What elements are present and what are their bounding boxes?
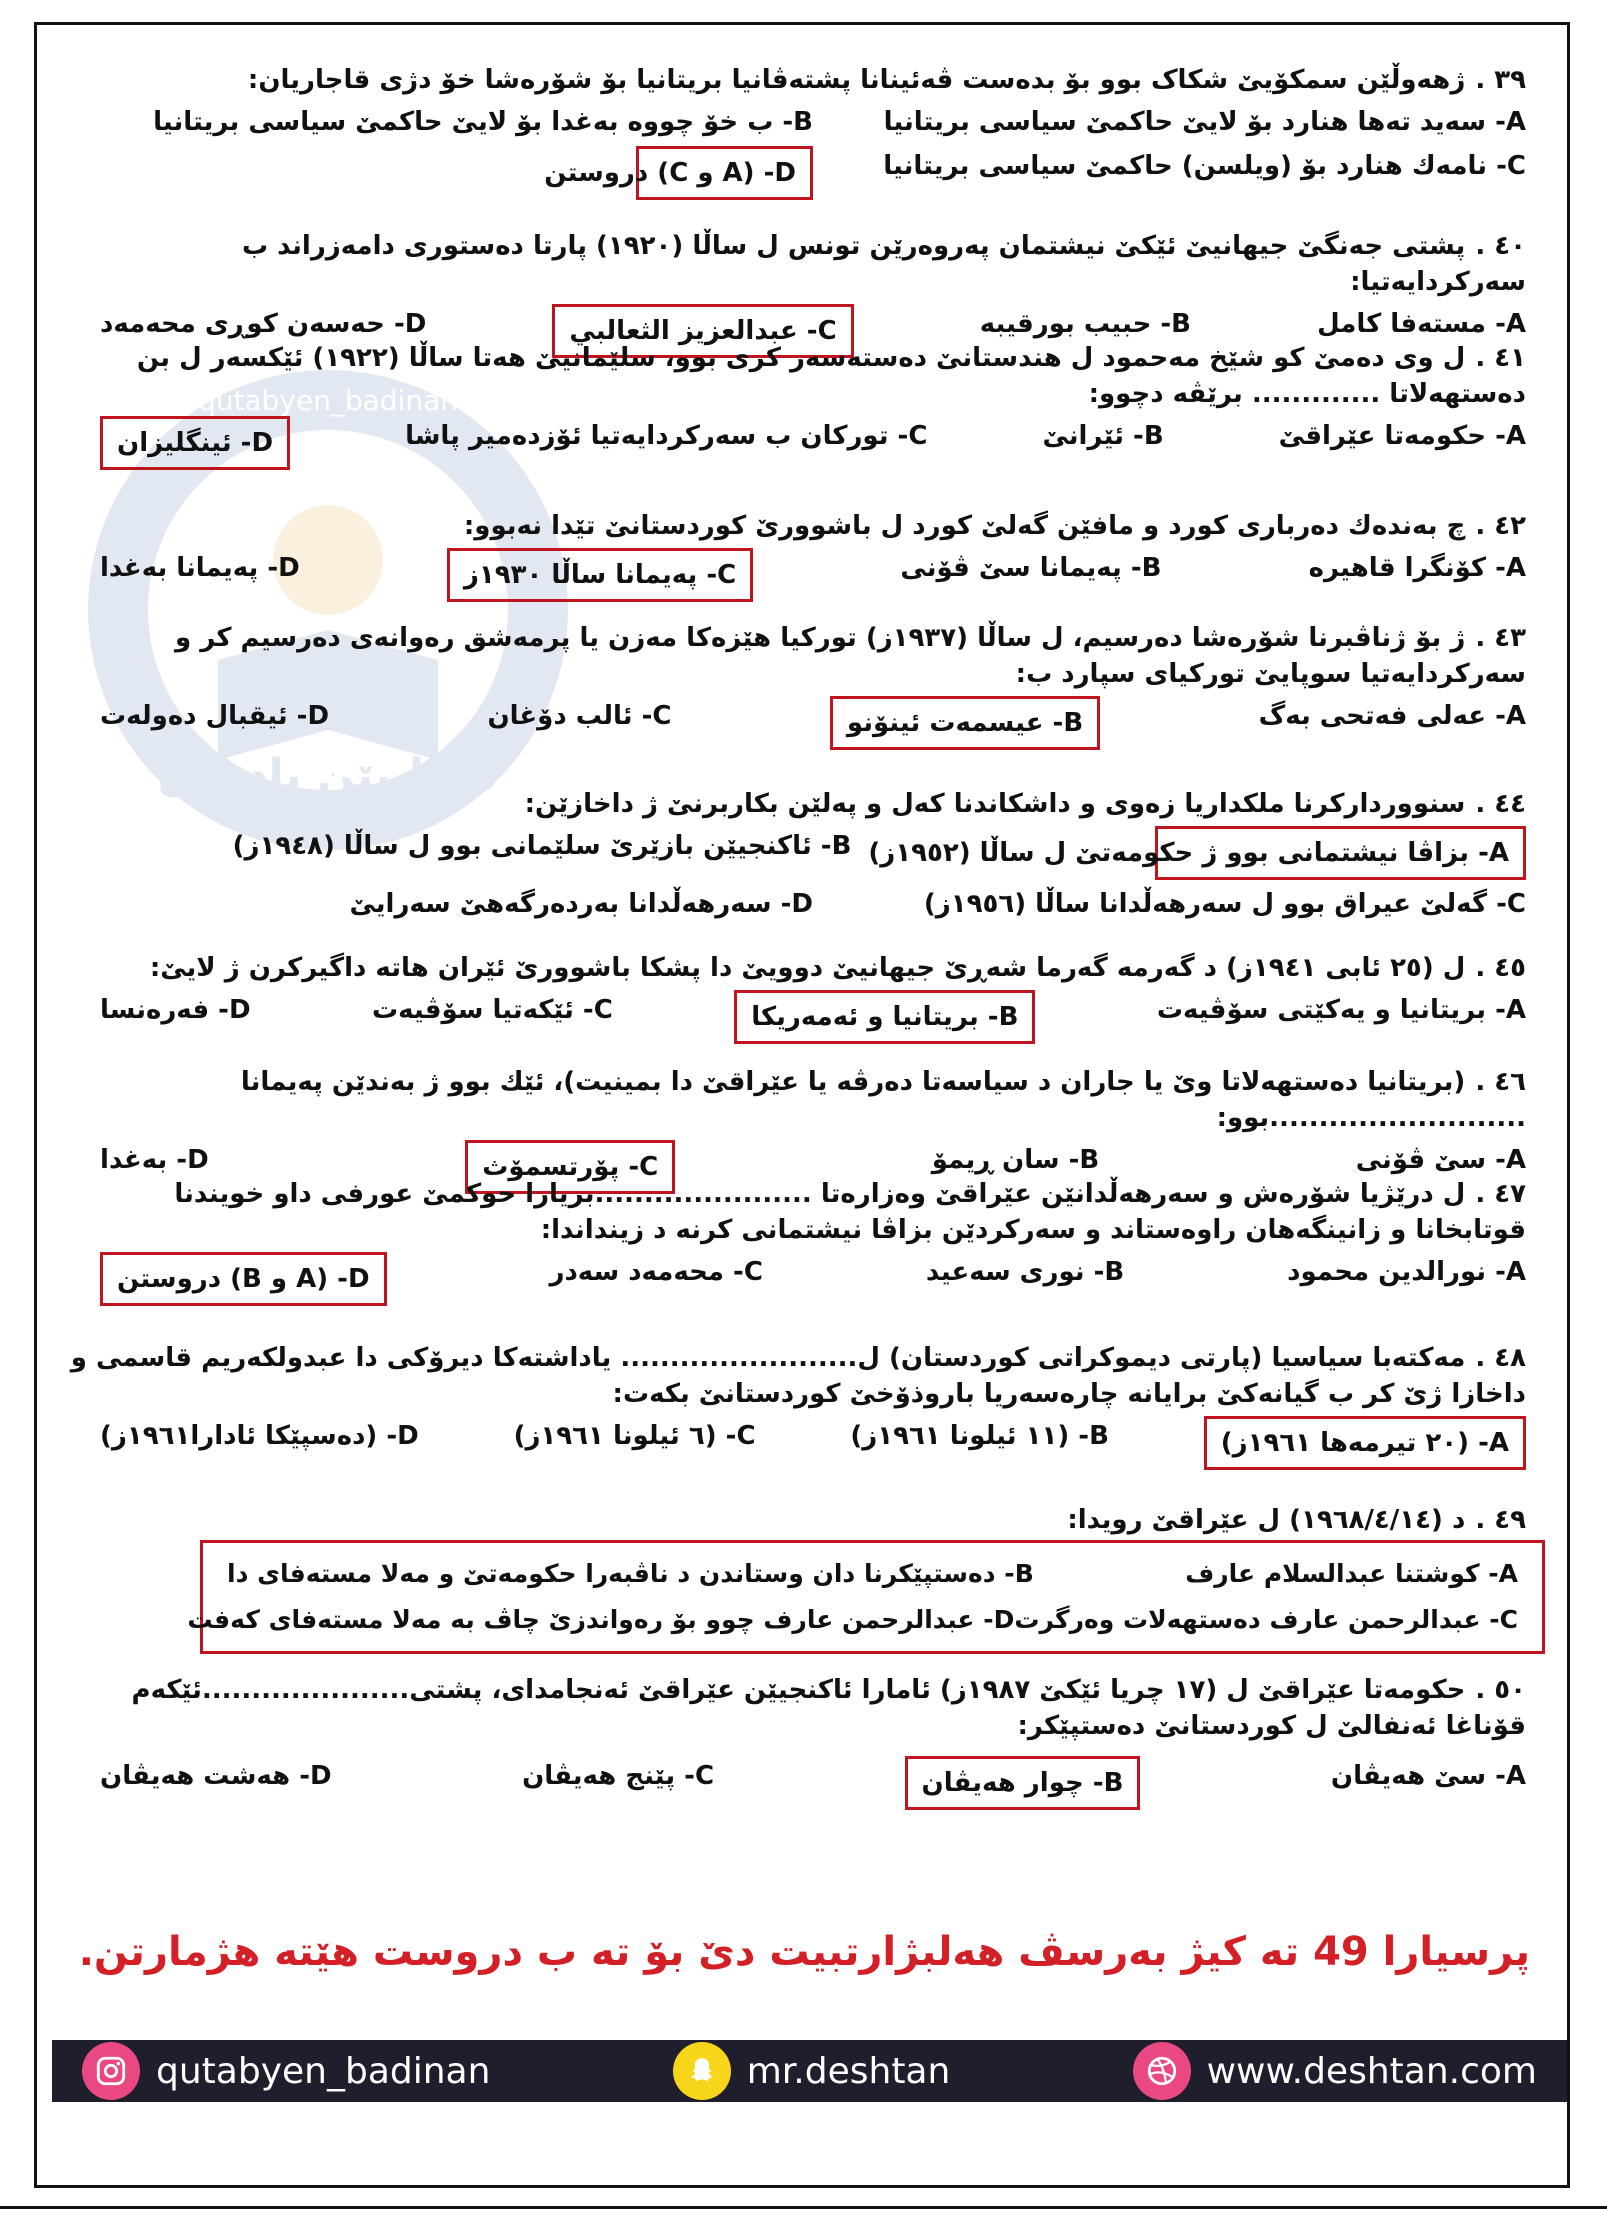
website-url: www.deshtan.com (1206, 2050, 1537, 2092)
question-stem: ل وی دەمێ کو شێخ مەحمود ل هندستانێ دەستەسەر کری بوو، سلێمانیێ هەتا ساڵا (١٩٢٢) ئێکسەر ل بن دەستهەلاتا ............. برێڤە دچوو: (136, 343, 1526, 409)
question-47: ٤٧ .ل درێژیا شۆرەش و سەرهەڵدانێن عێراقێ وەزارەتا ......................بریارا حوکمێ عورفی داو خویندنا قوتابخانا و زانینگەهان راوەستاند و سەرکردێن بزاڤا نیشتمانی کرنە د زینداندا: A- نورالدین محمود B- نوری سەعید C- محەمەد سەدر D- (A و B) دروستن (60, 1176, 1550, 1306)
question-stem: ل (٢٥ ئابی ١٩٤١ز) د گەرمە گەرما شەڕێ جیهانیێ دوویێ دا پشکا باشوورێ ئێران هاتە داگیرکرن ژ لایێ: (149, 953, 1466, 983)
bottom-rule (0, 2206, 1607, 2209)
instagram-handle: qutabyen_badinan (156, 2050, 491, 2092)
snapchat-handle: mr.deshtan (746, 2050, 951, 2092)
option-b[interactable]: B- سان ڕیمۆ (931, 1145, 1100, 1175)
option-c[interactable]: C- ئالب دۆغان (487, 701, 672, 731)
option-b-correct[interactable]: B- عیسمەت ئینۆنو (830, 696, 1100, 750)
option-c[interactable]: C- ئێکەتیا سۆڤیەت (372, 995, 613, 1025)
option-a[interactable]: A- نورالدین محمود (1287, 1257, 1526, 1287)
option-c-correct[interactable]: C- پەیمانا ساڵا ١٩٣٠ز (447, 548, 753, 602)
option-a[interactable]: A- حکومەتا عێراقێ (1278, 421, 1526, 451)
option-c[interactable]: C- گەلێ عیراق بوو ل سەرهەڵدانا ساڵا (١٩٥٦ز) (923, 889, 1526, 919)
website-link[interactable] (1133, 2042, 1537, 2100)
question-stem: ل درێژیا شۆرەش و سەرهەڵدانێن عێراقێ وەزارەتا ......................بریارا حوکمێ عورفی داو خویندنا قوتابخانا و زانینگەهان راوەستاند و سەرکردێن بزاڤا نیشتمانی کرنە د زینداندا: (174, 1179, 1526, 1245)
option-c[interactable]: C- تورکان ب سەرکردایەتیا ئۆزدەمیر پاشا (405, 421, 928, 451)
instagram-link[interactable] (82, 2042, 490, 2100)
question-49-options-box (187, 1540, 1545, 1654)
option-b[interactable]: B- دەستپێکرنا دان وستاندن د ناڤبەرا حکومەتێ و مەلا مستەفای دا (227, 1559, 1034, 1588)
question-44: ٤٤ .سنووردارکرنا ملکداریا زەوی و داشکاندنا کەل و پەلێن بکاربرنێ ژ داخازێن: A- بزاڤا نیشتمانی بوو ژ حکومەتێ ل ساڵا (١٩٥٢ز) B- ئاکنجیێن بازێرێ سلێمانی بوو ل ساڵا (١٩٤٨ز) C- گەلێ عیراق بوو ل سەرهەڵدانا ساڵا (١٩٥٦ز) D- سەرهەڵدانا بەردەرگەهێ سەرایێ (60, 786, 1550, 924)
question-stem: مەکتەبا سیاسیا (پارتی دیموکراتی کوردستان) ل........................ یاداشتەکا دیرۆکی دا عبدولکەریم قاسمی و داخازا ژێ کر ب گیانەکێ برایانە چارەسەریا باروذۆخێ کوردستانێ بکەت: (70, 1343, 1526, 1409)
option-b[interactable]: B- ب خۆ چووە بەغدا بۆ لایێ حاکمێ سیاسی بریتانیا (153, 107, 813, 137)
question-43: ٤٣ .ژ بۆ ژناڤبرنا شۆرەشا دەرسیم، ل ساڵا (١٩٣٧ز) تورکیا هێزەکا مەزن یا پرمەشق رەوانەی دەرسیم کر و سەرکردایەتیا سوپایێ تورکیای سپارد ب: A- عەلی فەتحی بەگ B- عیسمەت ئینۆنو C- ئالب دۆغان D- ئیقبال دەولەت (60, 620, 1550, 750)
question-stem: ژهەوڵێن سمکۆیێ شکاک بوو بۆ بدەست ڤەئینانا پشتەڤانیا بریتانیا بۆ شۆرەشا خۆ دژی قاجاریان: (247, 65, 1466, 95)
instagram-icon (82, 2042, 140, 2100)
option-d[interactable]: D- (دەسپێکا ئادارا١٩٦١ز) (100, 1421, 419, 1451)
dribbble-icon (1133, 2042, 1191, 2100)
option-c[interactable]: C- عبدالرحمن عارف دەستهەلات وەرگرت (1014, 1605, 1518, 1634)
option-d-correct[interactable]: D- (A و C) دروستن (636, 146, 813, 200)
option-b-correct[interactable]: B- چوار هەیڤان (905, 1756, 1141, 1810)
option-c[interactable]: C- (٦ ئیلونا ١٩٦١ز) (513, 1421, 756, 1451)
option-b[interactable]: B- ئێرانێ (1042, 421, 1164, 451)
option-b[interactable]: B- (١١ ئیلونا ١٩٦١ز) (850, 1421, 1109, 1451)
question-40: ٤٠ .پشتی جەنگێ جیهانیێ ئێکێ نیشتمان پەروەرێن تونس ل ساڵا (١٩٢٠) پارتا دەستوری دامەزراند ب سەرکردایەتیا: A- مستەفا کامل B- حبیب بورقیبە C- عبدالعزیز الثعالبي D- حەسەن کوڕی محەمەد (60, 228, 1550, 358)
option-d[interactable]: D- هەشت هەیڤان (100, 1761, 332, 1791)
option-a[interactable]: A- عەلی فەتحی بەگ (1258, 701, 1526, 731)
option-c-correct[interactable]: C- پۆرتسمۆث (465, 1140, 675, 1194)
option-d[interactable]: D- عبدالرحمن عارف چوو بۆ رەواندزێ چاڤ بە مەلا مستەفای کەفت (187, 1605, 1015, 1634)
option-d[interactable]: D- فەرەنسا (100, 995, 251, 1025)
question-42: ٤٢ .چ بەندەك دەرباری کورد و مافێن گەلێ کورد ل باشوورێ کوردستانێ تێدا نەبوو: A- کۆنگرا قاهیرە B- پەیمانا سێ ڤۆنی C- پەیمانا ساڵا ١٩٣٠ز D- پەیمانا بەغدا (60, 508, 1550, 602)
option-b[interactable]: B- نوری سەعید (925, 1257, 1125, 1287)
question-46: ٤٦ .(بریتانیا دەستهەلاتا وێ یا جاران د سیاسەتا دەرڤە یا عێراقێ دا بمینیت)، ئێك بوو ژ بەندێن پەیمانا ..........................بوو: A- سێ ڤۆنی B- سان ڕیمۆ C- پۆرتسمۆث D- بەغدا (60, 1064, 1550, 1194)
question-stem: سنووردارکرنا ملکداریا زەوی و داشکاندنا کەل و پەلێن بکاربرنێ ژ داخازێن: (524, 789, 1466, 819)
question-48: ٤٨ .مەکتەبا سیاسیا (پارتی دیموکراتی کوردستان) ل........................ یاداشتەکا دیرۆکی دا عبدولکەریم قاسمی و داخازا ژێ کر ب گیانەکێ برایانە چارەسەریا باروذۆخێ کوردستانێ بکەت: A- (٢٠ تیرمەها ١٩٦١ز) B- (١١ ئیلونا ١٩٦١ز) C- (٦ ئیلونا ١٩٦١ز) D- (دەسپێکا ئادارا١٩٦١ز) (60, 1340, 1550, 1470)
option-a[interactable]: A- بریتانیا و یەکێتی سۆڤیەت (1156, 995, 1526, 1025)
option-b-correct[interactable]: B- بریتانیا و ئەمەریکا (734, 990, 1035, 1044)
option-a[interactable]: A- کوشتنا عبدالسلام عارف (1185, 1559, 1518, 1588)
option-a-correct[interactable]: A- بزاڤا نیشتمانی بوو ژ حکومەتێ ل ساڵا (١٩٥٢ز) (1155, 826, 1526, 880)
question-stem: (بریتانیا دەستهەلاتا وێ یا جاران د سیاسەتا دەرڤە یا عێراقێ دا بمینیت)، ئێك بوو ژ بەندێن پەیمانا ..........................بوو: (240, 1067, 1526, 1133)
option-d[interactable]: D- پەیمانا بەغدا (100, 553, 300, 583)
option-c[interactable]: C- پێنج هەیڤان (522, 1761, 715, 1791)
option-b[interactable]: B- ئاکنجیێن بازێرێ سلێمانی بوو ل ساڵا (١٩٤٨ز) (232, 831, 852, 861)
option-d[interactable]: D- ئیقبال دەولەت (100, 701, 330, 731)
option-c[interactable]: C- محەمەد سەدر (549, 1257, 763, 1287)
question-41: ٤١ .ل وی دەمێ کو شێخ مەحمود ل هندستانێ دەستەسەر کری بوو، سلێمانیێ هەتا ساڵا (١٩٢٢) ئێکسەر ل بن دەستهەلاتا ............. برێڤە دچوو: A- حکومەتا عێراقێ B- ئێرانێ C- تورکان ب سەرکردایەتیا ئۆزدەمیر پاشا D- ئینگلیزان (60, 340, 1550, 470)
footer-note: پرسیارا 49 تە کیژ بەرسڤ هەلبژارتبیت دێ بۆ تە ب دروست هێتە هژمارتن. (78, 1929, 1530, 1975)
snapchat-link[interactable] (673, 2042, 951, 2100)
option-b[interactable]: B- حبیب بورقیبە (979, 309, 1191, 339)
question-50: ٥٠ .حکومەتا عێراقێ ل (١٧ چریا ئێکێ ١٩٨٧ز) ئامارا ئاکنجیێن عێراقێ ئەنجامدای، پشتی.....................ئێکەم قۆناغا ئەنفالێ ل کوردستانێ دەستپێکر: A- سێ هەیڤان B- چوار هەیڤان C- پێنج هەیڤان D- هەشت هەیڤان (60, 1672, 1550, 1810)
option-a[interactable]: A- مستەفا کامل (1317, 309, 1526, 339)
footer-bar (52, 2040, 1567, 2102)
question-45: ٤٥ .ل (٢٥ ئابی ١٩٤١ز) د گەرمە گەرما شەڕێ جیهانیێ دوویێ دا پشکا باشوورێ ئێران هاتە داگیرکرن ژ لایێ: A- بریتانیا و یەکێتی سۆڤیەت B- بریتانیا و ئەمەریکا C- ئێکەتیا سۆڤیەت D- فەرەنسا (60, 950, 1550, 1044)
option-a[interactable]: A- سەید تەها هنارد بۆ لایێ حاکمێ سیاسی بریتانیا (883, 107, 1526, 137)
option-d[interactable]: D- سەرهەڵدانا بەردەرگەهێ سەرایێ (349, 889, 813, 919)
watermark-handle: qutabyen_badinan (197, 384, 459, 417)
snapchat-icon (673, 2042, 731, 2100)
question-49: ٤٩ .د (١٩٦٨/٤/١٤) ل عێراقێ رویدا: (1067, 1505, 1526, 1535)
watermark-name: قوتابیێن بادینان (157, 750, 499, 801)
option-c-correct[interactable]: C- عبدالعزیز الثعالبي (552, 304, 853, 358)
question-stem: د (١٩٦٨/٤/١٤) ل عێراقێ رویدا: (1067, 1505, 1466, 1535)
question-39: ٣٩ .ژهەوڵێن سمکۆیێ شکاک بوو بۆ بدەست ڤەئینانا پشتەڤانیا بریتانیا بۆ شۆرەشا خۆ دژی قاجاریان: A- سەید تەها هنارد بۆ لایێ حاکمێ سیاسی بریتانیا B- ب خۆ چووە بەغدا بۆ لایێ حاکمێ سیاسی بریتانیا C- نامەك هنارد بۆ (ویلسن) حاکمێ سیاسی بریتانیا D- (A و C) دروستن (60, 62, 1550, 200)
option-a[interactable]: A- سێ هەیڤان (1330, 1761, 1526, 1791)
question-stem: پشتی جەنگێ جیهانیێ ئێکێ نیشتمان پەروەرێن تونس ل ساڵا (١٩٢٠) پارتا دەستوری دامەزراند ب سەرکردایەتیا: (241, 231, 1526, 297)
question-stem: چ بەندەك دەرباری کورد و مافێن گەلێ کورد ل باشوورێ کوردستانێ تێدا نەبوو: (463, 511, 1466, 541)
option-d-correct[interactable]: D- ئینگلیزان (100, 416, 290, 470)
question-stem: ژ بۆ ژناڤبرنا شۆرەشا دەرسیم، ل ساڵا (١٩٣٧ز) تورکیا هێزەکا مەزن یا پرمەشق رەوانەی دەرسیم کر و سەرکردایەتیا سوپایێ تورکیای سپارد ب: (174, 623, 1526, 689)
option-a[interactable]: A- کۆنگرا قاهیرە (1308, 553, 1526, 583)
option-d[interactable]: D- بەغدا (100, 1145, 209, 1175)
option-a[interactable]: A- سێ ڤۆنی (1355, 1145, 1526, 1175)
option-d-correct[interactable]: D- (A و B) دروستن (100, 1252, 387, 1306)
option-d[interactable]: D- حەسەن کوڕی محەمەد (100, 309, 427, 339)
question-stem: حکومەتا عێراقێ ل (١٧ چریا ئێکێ ١٩٨٧ز) ئامارا ئاکنجیێن عێراقێ ئەنجامدای، پشتی.....................ئێکەم قۆناغا ئەنفالێ ل کوردستانێ دەستپێکر: (131, 1675, 1526, 1741)
option-c[interactable]: C- نامەك هنارد بۆ (ویلسن) حاکمێ سیاسی بریتانیا (883, 151, 1526, 181)
option-b[interactable]: B- پەیمانا سێ ڤۆنی (900, 553, 1162, 583)
option-a-correct[interactable]: A- (٢٠ تیرمەها ١٩٦١ز) (1204, 1416, 1526, 1470)
